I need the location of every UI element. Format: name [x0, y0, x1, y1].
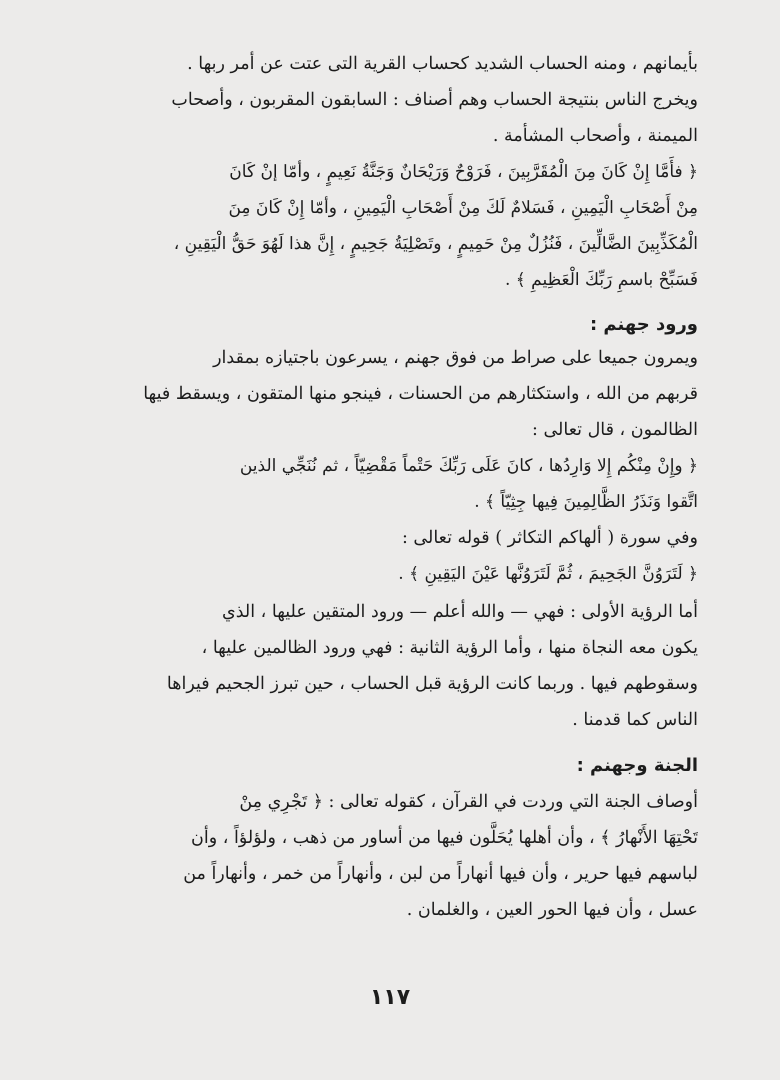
text-line: الظالمون ، قال تعالى :: [532, 420, 698, 440]
section-heading: الجنة وجهنم :: [576, 755, 698, 776]
quran-verse-line: فَسَبِّحْ باسمِ رَبِّكَ الْعَظِيمِ ﴾ .: [504, 270, 698, 290]
quran-verse-line: مِنْ أَصْحَابِ الْيَمِينِ ، فَسَلامٌ لَكَ مِنْ أَصْحَابِ الْيَمِينِ ، وأمّا إِنْ كَانَ مِنَ: [228, 198, 698, 218]
quran-verse-line: ﴿ فأَمَّا إِنْ كَانَ مِنَ الْمُقَرَّبِينَ ، فَرَوْحٌ وَرَيْحَانٌ وَجَنَّةُ نَعِيمٍ ، وأمّا إنْ كَانَ: [229, 162, 698, 182]
section-reckoning: [98, 46, 698, 298]
text-line: أوصاف الجنة التي وردت في القرآن ، كقوله تعالى : ﴿ تَجْرِي مِنْ: [239, 792, 698, 812]
text-line: عسل ، وأن فيها الحور العين ، والغلمان .: [406, 900, 698, 920]
text-line: أما الرؤية الأولى : فهي — والله أعلم — ورود المتقين عليها ، الذي: [222, 602, 698, 622]
text-line: لباسهم فيها حرير ، وأن فيها أنهاراً من لبن ، وأنهاراً من خمر ، وأنهاراً من: [183, 864, 698, 884]
text-line: يكون معه النجاة منها ، وأما الرؤية الثانية : فهي ورود الظالمين عليها ،: [201, 638, 698, 658]
section-hell-arrival: [98, 340, 698, 592]
section-heading: ورود جهنم :: [589, 314, 698, 335]
text-line: بأيمانهم ، ومنه الحساب الشديد كحساب القرية التى عتت عن أمر ربها .: [187, 54, 698, 74]
section-two-sightings: [98, 594, 698, 738]
text-line: الميمنة ، وأصحاب المشأمة .: [492, 126, 698, 146]
text-line: ويمرون جميعا على صراط من فوق جهنم ، يسرعون باجتيازه بمقدار: [213, 348, 698, 368]
text-line: قربهم من الله ، واستكثارهم من الحسنات ، فينجو منها المتقون ، ويسقط فيها: [143, 384, 698, 404]
quran-verse-line: ﴿ لَتَرَوُنَّ الجَحِيمَ ، ثُمَّ لَتَرَوُنَّها عَيْنَ اليَقِينِ ﴾ .: [398, 564, 698, 584]
text-line: وسقوطهم فيها . وربما كانت الرؤية قبل الحساب ، حين تبرز الجحيم فيراها: [166, 674, 698, 694]
quran-verse-line: الْمُكَذِّبِينَ الضَّالِّينَ ، فَنُزُلٌ مِنْ حَمِيمٍ ، وتَصْلِيَةُ جَحِيمٍ ، إِنَّ هذا لَهُوَ حَقُّ الْيَقِينِ ،: [173, 234, 698, 254]
page-number: ١١٧: [369, 985, 411, 1010]
section-paradise: [98, 784, 698, 928]
text-line: وفي سورة ( ألهاكم التكاثر ) قوله تعالى :: [401, 528, 698, 548]
text-line: ويخرج الناس بنتيجة الحساب وهم أصناف : السابقون المقربون ، وأصحاب: [171, 90, 698, 110]
text-line: تَحْتِهَا الأَنْهارُ ﴾ ، وأن أهلها يُحَلَّون فيها من أساور من ذهب ، ولؤلؤاً ، وأن: [191, 828, 698, 848]
quran-verse-line: اتَّقوا وَنَذَرُ الظَّالِمِينَ فِيها جِثِيّاً ﴾ .: [474, 492, 698, 512]
text-line: الناس كما قدمنا .: [572, 710, 698, 730]
quran-verse-line: ﴿ وإِنْ مِنْكُم إِلا وَارِدُها ، كانَ عَلَى رَبِّكَ حَتْماً مَقْضِيّاً ، ثم نُنَجِّي الذين: [239, 456, 698, 476]
